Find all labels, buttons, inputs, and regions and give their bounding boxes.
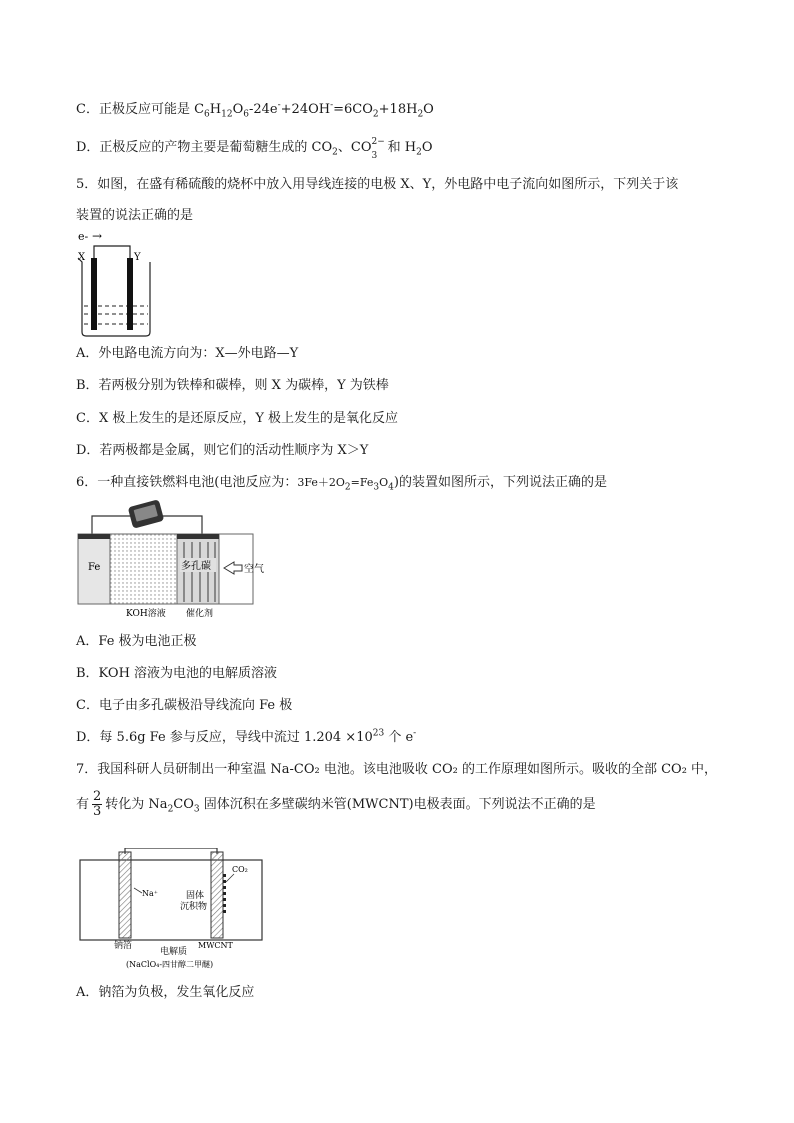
q5-option-a: A．外电路电流方向为：X—外电路—Y xyxy=(76,346,299,361)
q5-option-d: D．若两极都是金属，则它们的活动性顺序为 X＞Y xyxy=(76,443,369,458)
electron-label: e- xyxy=(78,230,89,243)
air-label: 空气 xyxy=(244,564,264,575)
q4-option-d: D．正极反应的产物主要是葡萄糖生成的 $CO_2$、CO 2− 3 和 $H_2O$ xyxy=(76,137,433,161)
electrolyte-label: 电解质 xyxy=(160,947,188,957)
q6-stem: 6．一种直接铁燃料电池(电池反应为：$3Fe+2O_2=Fe_3O_4$)的装置如图所示，下列说法正确的是 xyxy=(76,475,607,493)
q6-option-b: B．KOH 溶液为电池的电解质溶液 xyxy=(76,666,278,681)
q6-figure-fuel-cell xyxy=(74,498,274,620)
q6-option-c: C．电子由多孔碳极沿导线流向 Fe 极 xyxy=(76,698,293,713)
koh-solution xyxy=(110,534,177,604)
q6-option-a: A．Fe 极为电池正极 xyxy=(76,634,197,649)
electron-arrow: → xyxy=(92,229,103,243)
electrode-x-label: X xyxy=(78,252,86,263)
wire xyxy=(125,848,217,854)
q5-option-c: C．X 极上发生的是还原反应，Y 极上发生的是氧化反应 xyxy=(76,411,399,426)
koh-label: KOH溶液 xyxy=(126,609,166,619)
catalyst-label: 催化剂 xyxy=(186,609,214,619)
solid-label-1: 固体 xyxy=(186,891,205,901)
electrode-y xyxy=(127,258,133,330)
q5-figure-beaker xyxy=(74,228,154,338)
q4-option-c: C．正极反应可能是 $C_6H_{12}O_6-24e^-+24OH^-=6CO_2+18H_2O$ xyxy=(76,100,434,120)
q7-figure-na-co2-cell xyxy=(76,848,266,974)
air-arrow-icon xyxy=(224,562,242,574)
q7-stem-line-2: 有 $\frac{2}{3}$ 转化为 $Na_2CO_3$ 固体沉积在多壁碳纳米管(MWCNT)电极表面。下列说法不正确的是 xyxy=(76,789,596,819)
co2-label: CO₂ xyxy=(232,865,248,874)
q5-stem-line-2: 装置的说法正确的是 xyxy=(76,208,194,223)
fe-label: Fe xyxy=(88,562,101,573)
fraction: $\frac{2}{3}$ xyxy=(93,789,102,819)
q7-option-a: A．钠箔为负极，发生氧化反应 xyxy=(76,985,255,1000)
electrode-y-label: Y xyxy=(134,252,141,263)
sodium-foil xyxy=(119,852,131,938)
q5-stem-line-1: 5．如图，在盛有稀硫酸的烧杯中放入用导线连接的电极 X、Y，外电路中电子流向如图所示，下列关于该 xyxy=(76,177,679,192)
carbon-label: 多孔碳 xyxy=(181,561,211,572)
q7-stem-line-1: 7．我国科研人员研制出一种室温 Na-CO₂ 电池。该电池吸收 CO₂ 的工作原理如图所示。吸收的全部 CO₂ 中， xyxy=(76,762,718,777)
electrode-x xyxy=(91,258,97,330)
mwcnt-label: MWCNT xyxy=(198,941,233,950)
electrolyte-desc: (NaClO₄-四甘醇二甲醚) xyxy=(126,960,214,969)
q6-option-d: D．每 5.6g Fe 参与反应，导线中流过 $1.204 \times 10^{23}$ 个 e- xyxy=(76,728,417,745)
solid-label-2: 沉积物 xyxy=(180,902,208,912)
na-ion-label: Na⁺ xyxy=(142,889,158,898)
phone-icon xyxy=(128,499,165,529)
mwcnt-electrode xyxy=(211,852,223,938)
wire xyxy=(94,246,130,270)
q5-option-b: B．若两极分别为铁棒和碳棒，则 X 为碳棒，Y 为铁棒 xyxy=(76,378,389,393)
foil-label: 钠箔 xyxy=(114,941,133,951)
